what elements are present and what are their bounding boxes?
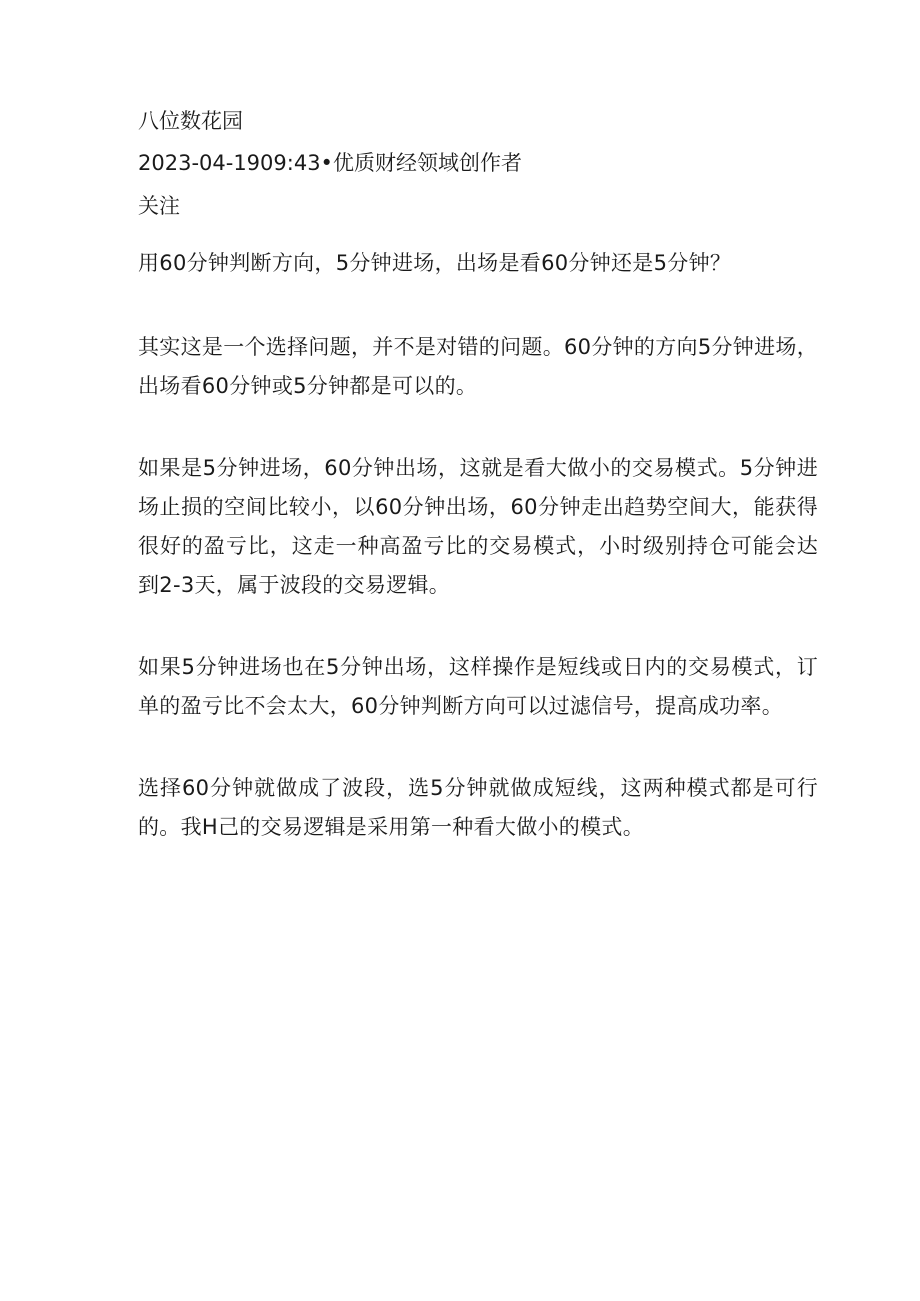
post-meta: 2023-04-1909:43•优质财经领域创作者 (138, 151, 522, 175)
follow-button[interactable]: 关注 (138, 194, 180, 218)
paragraph: 选择60分钟就做成了波段，选5分钟就做成短线，这两种模式都是可行的。我H己的交易逻辑是采用第一种看大做小的模式。 (138, 776, 818, 839)
paragraph-question: 用60分钟判断方向，5分钟进场，出场是看60分钟还是5分钟？ (138, 251, 732, 275)
paragraph: 如果5分钟进场也在5分钟出场，这样操作是短线或日内的交易模式，订单的盈亏比不会太大，60分钟判断方向可以过滤信号，提高成功率。 (138, 655, 818, 718)
paragraph: 其实这是一个选择问题，并不是对错的问题。60分钟的方向5分钟进场，出场看60分钟或5分钟都是可以的。 (138, 335, 818, 398)
author-name[interactable]: 八位数花园 (138, 109, 243, 133)
article-body (138, 244, 818, 890)
paragraph: 如果是5分钟进场，60分钟出场，这就是看大做小的交易模式。5分钟进场止损的空间比较小，以60分钟出场，60分钟走出趋势空间大，能获得很好的盈亏比，这走一种高盈亏比的交易模式，小时级别持仓可能会达到2-3天，属于波段的交易逻辑。 (138, 456, 818, 597)
